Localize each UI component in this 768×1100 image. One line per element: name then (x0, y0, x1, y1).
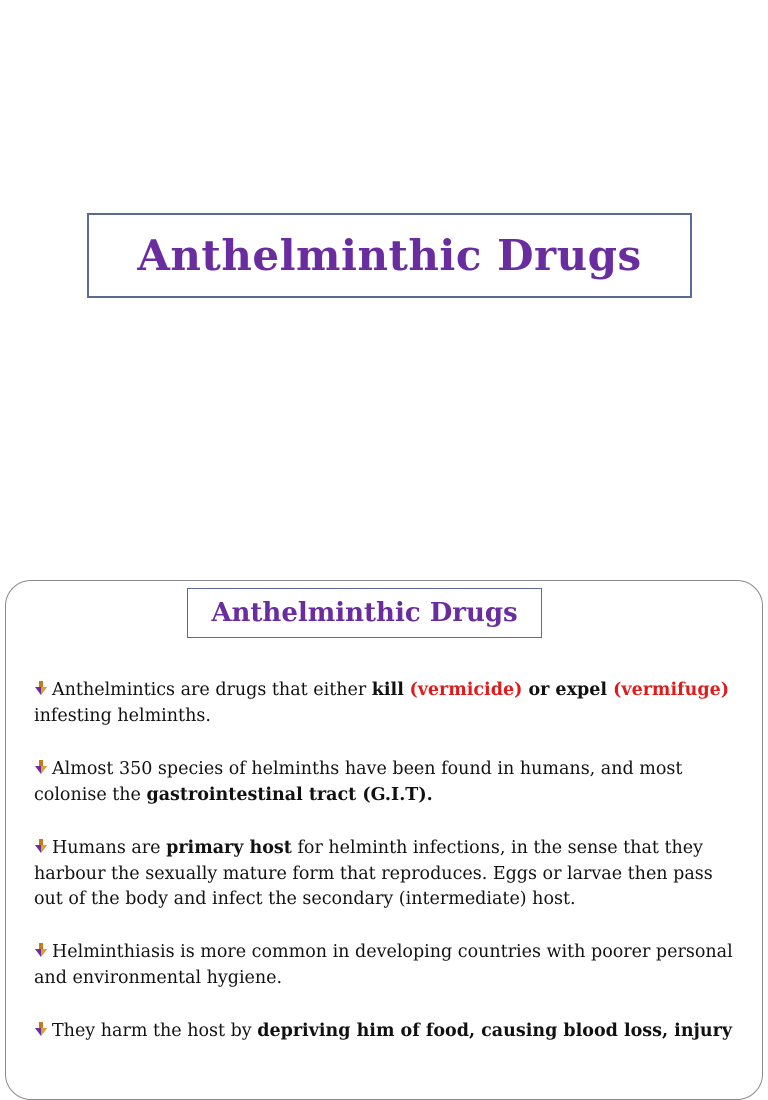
para-text: Humans are (52, 838, 167, 858)
para-text: They harm the host by (52, 1021, 258, 1041)
para-text: for helminth infections, in the sense that they harbour the sexually mature form that reproduces. Eggs or larvae then pass out of the body and infect the secondary (intermediate) host. (34, 838, 713, 909)
para-bold-harm: depriving him of food, causing blood loss, injury (257, 1021, 732, 1041)
content-title-box (187, 588, 542, 638)
bullet-paragraph-species (34, 757, 746, 808)
para-bold-git: gastrointestinal tract (G.I.T). (146, 785, 433, 805)
para-text: Helminthiasis is more common in developing countries with poorer personal and environmental hygiene. (34, 942, 733, 988)
para-text: infesting helminths. (34, 706, 211, 726)
para-bold-primary-host: primary host (166, 838, 292, 858)
para-text: Anthelmintics are drugs that either (52, 680, 372, 700)
bullet-paragraph-helminthiasis (34, 940, 746, 991)
para-bold-expel: or expel (522, 680, 614, 700)
para-highlight-vermicide: (vermicide) (409, 680, 523, 700)
bullet-list (34, 678, 746, 1073)
para-text: Almost 350 species of helminths have been found in humans, and most colonise the (34, 759, 683, 805)
down-arrow-bullet-icon (34, 941, 52, 966)
content-slide (5, 580, 763, 1100)
content-title: Anthelminthic Drugs (211, 598, 518, 628)
slide-title: Anthelminthic Drugs (137, 231, 642, 280)
bullet-paragraph-definition (34, 678, 746, 729)
down-arrow-bullet-icon (34, 837, 52, 862)
para-highlight-vermifuge: (vermifuge) (613, 680, 729, 700)
down-arrow-bullet-icon (34, 758, 52, 783)
down-arrow-bullet-icon (34, 679, 52, 704)
bullet-paragraph-primary-host (34, 836, 746, 912)
bullet-paragraph-harm (34, 1019, 746, 1045)
para-bold-kill: kill (371, 680, 404, 700)
title-box (87, 213, 692, 298)
